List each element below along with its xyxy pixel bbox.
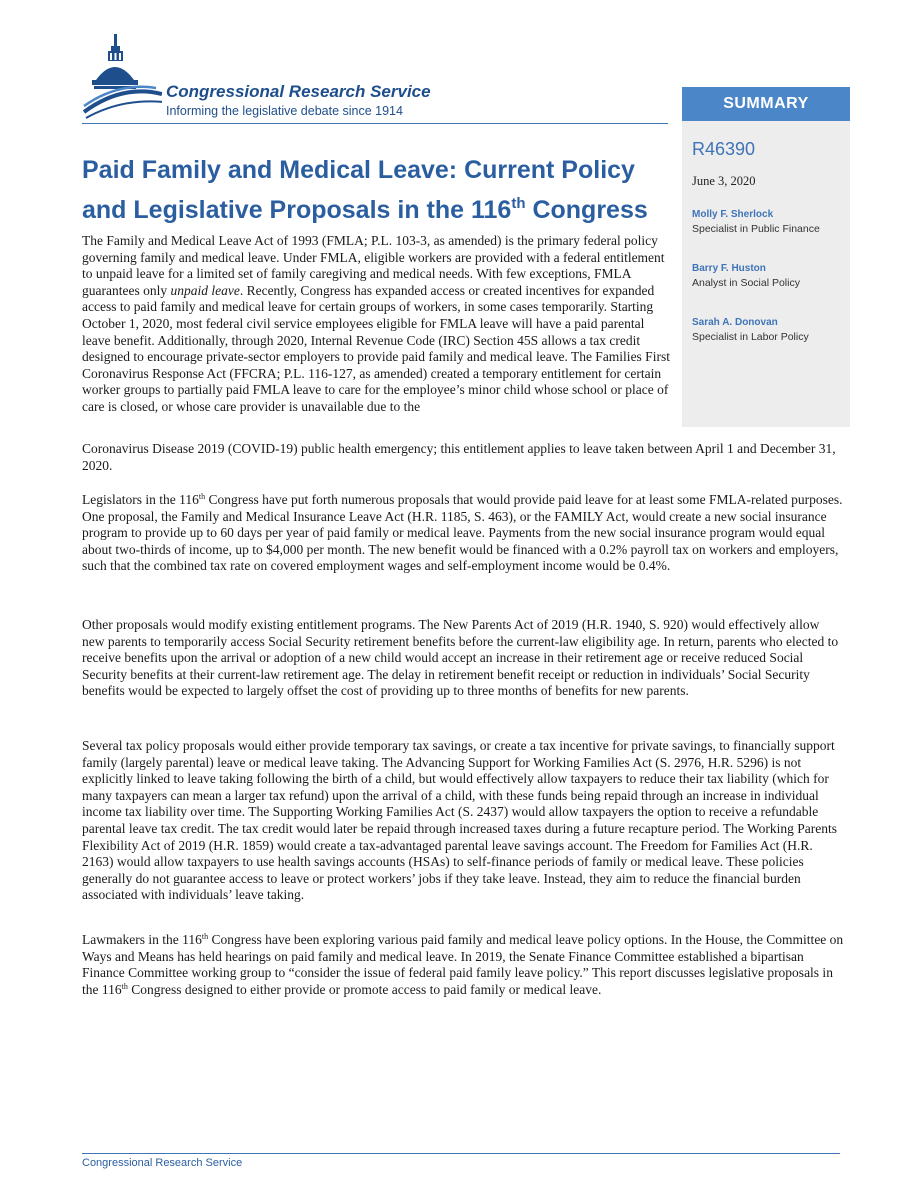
page-footer: Congressional Research Service: [82, 1157, 243, 1169]
author-name: Barry F. Huston: [692, 263, 766, 274]
summary-paragraph-1b: Coronavirus Disease 2019 (COVID-19) public health emergency; this entitlement applies to leave taken between April 1 and December 31, 2020.: [82, 441, 836, 473]
author-block: [692, 263, 850, 289]
header-divider: [82, 123, 668, 124]
summary-paragraph-4: Several tax policy proposals would either provide temporary tax savings, or create a tax incentive for private savings, to financially support family (largely parental) leave or medical leave taking. The Advancing Support for Working Families Act (S. 2976, H.R. 5296) is not explicitly linked to leave taking following the birth of a child, but would effectively allow taxpayers to reduce their tax liability (which for many taxpayers can mean a larger tax refund) upon the arrival of a child, with these funds being repaid through an increase in individual income tax liability over time. The Supporting Working Families Act (S. 2437) would allow taxpayers the option to receive a refundable parental leave tax credit. The tax credit would later be repaid through increased taxes during a future recapture period. The Working Parents Flexibility Act of 2019 (H.R. 1859) would create a tax-advantaged parental leave savings account. The Freedom for Families Act (H.R. 2163) would allow taxpayers to use health savings accounts (HSAs) to self-finance periods of family or medical leave. These policies generally do not guarantee access to leave or protect workers’ jobs if they take leave. Instead, they aim to reduce the financial burden associated with individuals’ leave taking.: [82, 738, 837, 903]
summary-label: SUMMARY: [682, 87, 850, 121]
capitol-dome-icon: [82, 34, 162, 124]
footer-divider: [82, 1153, 840, 1154]
author-block: [692, 317, 850, 343]
org-tagline: Informing the legislative debate since 1914: [166, 104, 403, 118]
summary-sidebar: [682, 87, 850, 427]
summary-paragraph-1a: The Family and Medical Leave Act of 1993 (FMLA; P.L. 103-3, as amended) is the primary federal policy governing family and medical leave. Under FMLA, eligible workers are provided with a federal entitlement to unpaid leave for a limited set of family caregiving and medical needs. With few exceptions, FMLA guarantees only unpaid leave. Recently, Congress has expanded access or created incentives for expanded access to paid family and medical leave for certain groups of workers, in some cases temporarily. Starting October 1, 2020, most federal civil service employees eligible for FMLA leave will have a paid parental leave benefit. Additionally, through 2020, Internal Revenue Code (IRC) Section 45S allows a tax credit designed to encourage private-sector employers to provide paid family and medical leave. The Families First Coronavirus Response Act (FFCRA; P.L. 116-127, as amended) created a temporary entitlement for certain worker groups to partially paid FMLA leave to care for the employee’s minor child whose school or place of care is closed, or whose care provider is unavailable due to the: [82, 233, 670, 414]
author-role: Specialist in Public Finance: [692, 223, 820, 235]
author-name: Molly F. Sherlock: [692, 209, 774, 220]
author-role: Specialist in Labor Policy: [692, 331, 809, 343]
title-line-2: and Legislative Proposals in the 116th Congress: [82, 195, 648, 224]
summary-paragraph-5: Lawmakers in the 116th Congress have been exploring various paid family and medical leave policy options. In the House, the Committee on Ways and Means has held hearings on paid family and medical leave. In 2019, the Senate Finance Committee established a bipartisan Finance Committee working group to “consider the issue of federal paid family leave policy.” This report discusses legislative proposals in the 116th Congress designed to either provide or promote access to paid family or medical leave.: [82, 932, 844, 997]
org-name: Congressional Research Service: [166, 82, 431, 101]
author-block: [692, 209, 850, 235]
summary-paragraph-3: Other proposals would modify existing entitlement programs. The New Parents Act of 2019 (H.R. 1940, S. 920) would effectively allow new parents to temporarily access Social Security retirement benefits before the current-law eligibility age. In return, parents who elected to receive benefits upon the arrival or adoption of a new child would accept an increase in their retirement age or receive reduced Social Security benefits at their current-law retirement age. The delay in retirement benefit receipt or reduction in individuals’ Social Security benefits would be expected to largely offset the cost of providing up to three months of benefits for new parents.: [82, 617, 839, 699]
author-name: Sarah A. Donovan: [692, 317, 778, 328]
title-line-1: Paid Family and Medical Leave: Current Policy: [82, 156, 635, 184]
summary-paragraph-2: Legislators in the 116th Congress have put forth numerous proposals that would provide paid leave for at least some FMLA-related purposes. One proposal, the Family and Medical Insurance Leave Act (H.R. 1185, S. 463), or the FAMILY Act, would create a new social insurance program to provide up to 60 days per year of paid family or medical leave. Payments from the new social insurance program would equal about two-thirds of income, up to $4,000 per month. The new benefit would be financed with a 0.2% payroll tax on workers and employers, such that the combined tax rate on covered employment wages and self-employment income would be 0.4%.: [82, 492, 843, 574]
report-date: June 3, 2020: [692, 174, 756, 188]
report-number: R46390: [692, 139, 756, 159]
crs-logo: [82, 34, 482, 124]
report-title: [82, 150, 672, 230]
author-role: Analyst in Social Policy: [692, 277, 800, 289]
